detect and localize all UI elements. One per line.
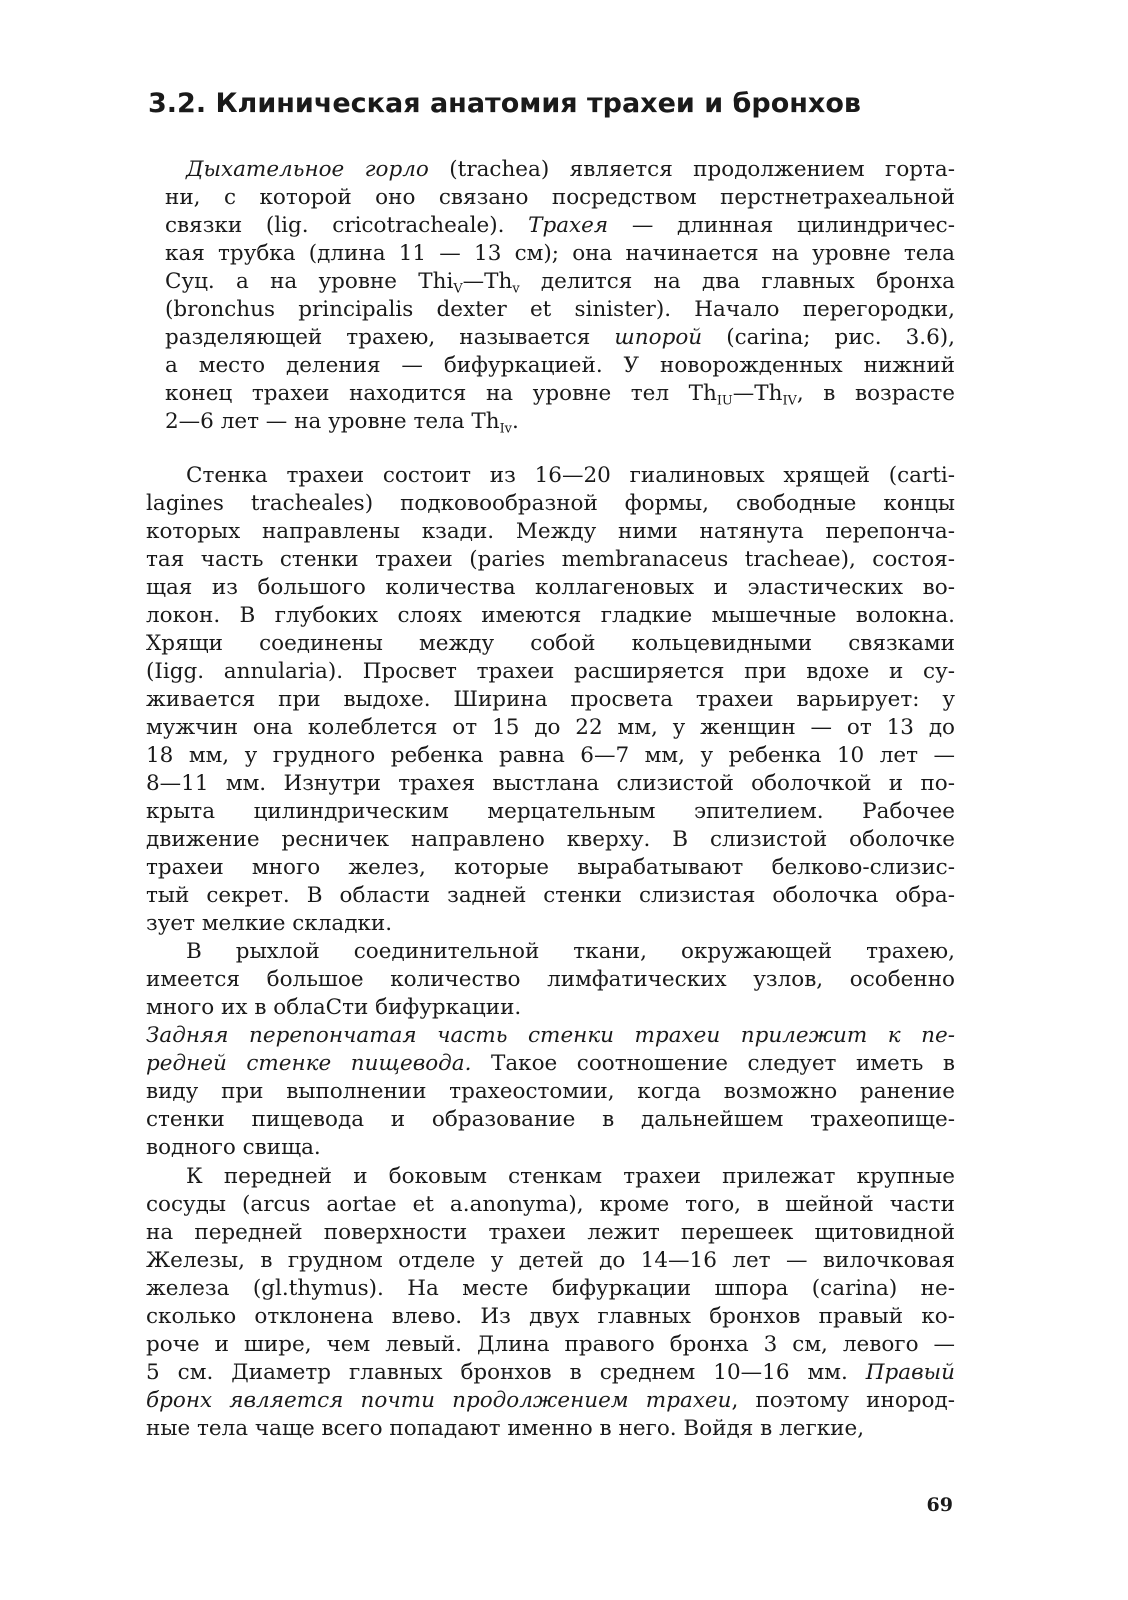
text-line: стенки пищевода и образование в дальнейшем трахеопище- xyxy=(146,1107,955,1132)
section-heading: 3.2. Клиническая анатомия трахеи и бронхов xyxy=(148,88,861,119)
page-number: 69 xyxy=(926,1494,953,1516)
text-line: крыта цилиндрическим мерцательным эпителием. Рабочее xyxy=(146,799,955,824)
text-line: тый секрет. В области задней стенки слизистая оболочка обра- xyxy=(146,883,955,908)
text-line: а место деления — бифуркацией. У новорожденных нижний xyxy=(165,353,955,378)
text-line: Задняя перепончатая часть стенки трахеи прилежит к пе- xyxy=(146,1023,955,1048)
text-line: мужчин она колеблется от 15 до 22 мм, у женщин — от 13 до xyxy=(146,715,955,740)
text-line: зует мелкие складки. xyxy=(146,911,393,936)
text-line: разделяющей трахею, называется шпорой (carina; рис. 3.6), xyxy=(165,325,955,350)
text-line: Дыхательное горло (trachea) является продолжением горта- xyxy=(186,157,956,182)
text-line: К передней и боковым стенкам трахеи прилежат крупные xyxy=(186,1164,955,1189)
text-line: В рыхлой соединительной ткани, окружающей трахею, xyxy=(186,939,955,964)
text-line: много их в облаСти бифуркации. xyxy=(146,995,522,1020)
text-line: трахеи много желез, которые вырабатывают белково-слизис- xyxy=(146,855,955,880)
text-line: сколько отклонена влево. Из двух главных бронхов правый ко- xyxy=(146,1304,955,1329)
text-line: живается при выдохе. Ширина просвета трахеи варьирует: у xyxy=(146,687,955,712)
text-line: 8—11 мм. Изнутри трахея выстлана слизистой оболочкой и по- xyxy=(146,771,955,796)
text-line: редней стенке пищевода. Такое соотношение следует иметь в xyxy=(146,1051,955,1076)
text-line: Стенка трахеи состоит из 16—20 гиалиновых хрящей (carti- xyxy=(186,463,955,488)
text-line: сосуды (arcus aortae et a.anonyma), кроме того, в шейной части xyxy=(146,1192,955,1217)
text-line: локон. В глубоких слоях имеются гладкие мышечные волокна. xyxy=(146,603,955,628)
text-line: щая из большого количества коллагеновых и эластических во- xyxy=(146,575,955,600)
text-line: роче и шире, чем левый. Длина правого бронха 3 см, левого — xyxy=(146,1332,955,1357)
text-line: которых направлены кзади. Между ними натянута перепонча- xyxy=(146,519,955,544)
text-line: ни, с которой оно связано посредством перстнетрахеальной xyxy=(165,185,955,210)
text-line: Железы, в грудном отделе у детей до 14—16 лет — вилочковая xyxy=(146,1248,955,1273)
text-line: 5 см. Диаметр главных бронхов в среднем 10—16 мм. Правый xyxy=(146,1360,955,1385)
text-line: 18 мм, у грудного ребенка равна 6—7 мм, у ребенка 10 лет — xyxy=(146,743,955,768)
text-line: Хрящи соединены между собой кольцевидными связками xyxy=(146,631,955,656)
text-line: конец трахеи находится на уровне тел $Th_{IU}—Th_{IV}$, в возрасте xyxy=(165,381,955,409)
text-line: (bronchus principalis dexter et sinister). Начало перегородки, xyxy=(165,297,955,322)
text-line: связки (lig. cricotracheale). Трахея — длинная цилиндричес- xyxy=(165,213,955,238)
text-line: водного свища. xyxy=(146,1135,321,1160)
text-line: 2—6 лет — на уровне тела $Th_{Iv}$. xyxy=(165,409,519,437)
text-line: lagines tracheales) подковообразной формы, свободные концы xyxy=(146,491,955,516)
text-line: движение ресничек направлено кверху. В слизистой оболочке xyxy=(146,827,955,852)
text-line: железа (gl.thymus). На месте бифуркации шпора (carina) не- xyxy=(146,1276,955,1301)
text-line: бронх является почти продолжением трахеи, поэтому инород- xyxy=(146,1388,955,1413)
text-line: виду при выполнении трахеостомии, когда возможно ранение xyxy=(146,1079,955,1104)
text-line: имеется большое количество лимфатических узлов, особенно xyxy=(146,967,955,992)
text-line: ные тела чаще всего попадают именно в него. Войдя в легкие, xyxy=(146,1416,865,1441)
text-line: тая часть стенки трахеи (paries membranaceus tracheae), состоя- xyxy=(146,547,955,572)
text-line: Суц. а на уровне $Thi_V—Th_v$ делится на два главных бронха xyxy=(165,269,955,297)
text-line: на передней поверхности трахеи лежит перешеек щитовидной xyxy=(146,1220,955,1245)
text-line: (Iigg. annularia). Просвет трахеи расширяется при вдохе и су- xyxy=(146,659,955,684)
text-line: кая трубка (длина 11 — 13 см); она начинается на уровне тела xyxy=(165,241,955,266)
